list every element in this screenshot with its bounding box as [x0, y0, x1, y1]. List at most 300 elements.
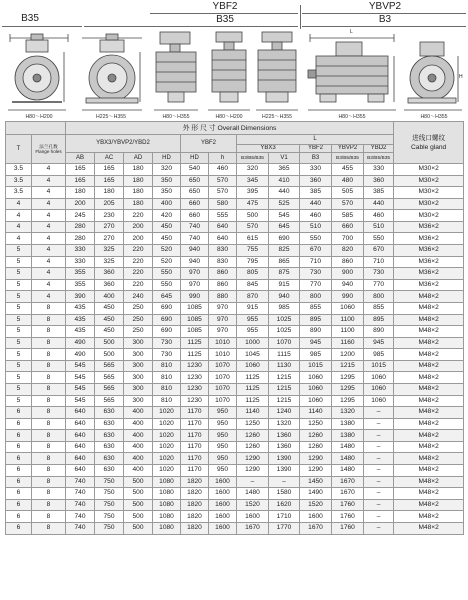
table-cell: 6	[6, 499, 32, 511]
table-cell: 360	[364, 175, 394, 187]
table-cell: 220	[124, 210, 153, 222]
table-cell: 1250	[237, 418, 269, 430]
table-cell: M48×2	[394, 360, 464, 372]
table-cell: 1670	[237, 522, 269, 534]
table-cell: 435	[66, 302, 95, 314]
table-row	[6, 233, 464, 245]
table-cell: 825	[269, 245, 300, 257]
table-cell: 1520	[237, 499, 269, 511]
table-cell: –	[237, 476, 269, 488]
table-cell: 1620	[269, 499, 300, 511]
table-cell: 450	[95, 314, 124, 326]
table-cell: 280	[66, 221, 95, 233]
table-cell: M30×2	[394, 187, 464, 199]
table-cell: 300	[124, 395, 153, 407]
table-cell: 545	[269, 210, 300, 222]
table-cell: 320	[237, 164, 269, 176]
table-cell: 435	[66, 326, 95, 338]
header-col-l-ybx3-b3b5b35: B3/B5/B35	[237, 153, 269, 164]
table-cell: 955	[237, 314, 269, 326]
table-cell: 6	[6, 511, 32, 523]
table-cell: 855	[300, 302, 332, 314]
table-row	[6, 256, 464, 268]
table-cell: 660	[181, 198, 209, 210]
table-cell: 1580	[269, 488, 300, 500]
table-cell: 8	[32, 488, 66, 500]
table-cell: M48×2	[394, 453, 464, 465]
table-cell: M36×2	[394, 233, 464, 245]
table-cell: 1820	[181, 511, 209, 523]
table-cell: 460	[364, 210, 394, 222]
table-cell: 6	[6, 430, 32, 442]
table-cell: 950	[209, 407, 237, 419]
table-cell: 1080	[153, 522, 181, 534]
table-cell: 730	[364, 268, 394, 280]
table-row	[6, 337, 464, 349]
table-cell: 1170	[181, 453, 209, 465]
table-cell: 1380	[332, 430, 364, 442]
table-cell: 400	[124, 430, 153, 442]
table-cell: 1820	[181, 522, 209, 534]
table-cell: 450	[95, 302, 124, 314]
header-flange-holes	[32, 135, 66, 164]
table-cell: 740	[66, 522, 95, 534]
table-row	[6, 164, 464, 176]
table-cell: 360	[95, 268, 124, 280]
table-cell: 950	[209, 465, 237, 477]
table-cell: 970	[209, 302, 237, 314]
table-cell: M48×2	[394, 326, 464, 338]
table-cell: M48×2	[394, 383, 464, 395]
table-cell: 895	[364, 314, 394, 326]
table-cell: M48×2	[394, 407, 464, 419]
table-cell: 8	[32, 326, 66, 338]
table-cell: 1045	[237, 349, 269, 361]
table-cell: 860	[209, 268, 237, 280]
table-cell: 1010	[209, 349, 237, 361]
table-cell: 165	[66, 175, 95, 187]
table-cell: 750	[95, 522, 124, 534]
table-cell: 875	[269, 268, 300, 280]
table-cell: 220	[124, 268, 153, 280]
table-cell: 4	[32, 291, 66, 303]
table-cell: 940	[181, 245, 209, 257]
table-cell: 5	[6, 360, 32, 372]
table-row	[6, 210, 464, 222]
table-cell: 8	[32, 465, 66, 477]
table-row	[6, 349, 464, 361]
table-cell: 1080	[153, 499, 181, 511]
table-cell: 550	[153, 268, 181, 280]
header-col-hd-ybf2: HD	[181, 153, 209, 164]
header-flange-cn: 法兰孔数	[39, 144, 58, 149]
table-cell: 545	[66, 372, 95, 384]
table-cell: 8	[32, 360, 66, 372]
table-cell: M48×2	[394, 395, 464, 407]
table-cell: M48×2	[394, 522, 464, 534]
table-cell: 180	[124, 175, 153, 187]
table-cell: M48×2	[394, 418, 464, 430]
table-cell: 5	[6, 314, 32, 326]
table-cell: 420	[153, 210, 181, 222]
table-cell: 320	[153, 164, 181, 176]
table-cell: 1000	[237, 337, 269, 349]
table-cell: 330	[364, 164, 394, 176]
table-cell: 555	[209, 210, 237, 222]
table-cell: 570	[209, 187, 237, 199]
table-cell: 945	[300, 337, 332, 349]
table-row	[6, 175, 464, 187]
table-cell: 1520	[300, 499, 332, 511]
table-cell: 490	[66, 349, 95, 361]
table-cell: 8	[32, 383, 66, 395]
table-cell: 630	[95, 453, 124, 465]
table-cell: 520	[153, 256, 181, 268]
table-cell: 800	[300, 291, 332, 303]
header-col-l-ybvp2-b3b5b35: B3/B5/B35	[332, 153, 364, 164]
table-cell: 1480	[332, 465, 364, 477]
table-cell: 480	[332, 175, 364, 187]
header-col-ad: AD	[124, 153, 153, 164]
table-cell: 1260	[237, 441, 269, 453]
table-cell: 520	[153, 245, 181, 257]
table-row	[6, 453, 464, 465]
table-cell: 4	[32, 256, 66, 268]
table-cell: 410	[269, 175, 300, 187]
table-cell: M48×2	[394, 291, 464, 303]
table-cell: 1240	[269, 407, 300, 419]
table-cell: M30×2	[394, 175, 464, 187]
table-cell: 345	[237, 175, 269, 187]
header-t: T	[6, 135, 32, 164]
table-cell: 1600	[209, 499, 237, 511]
table-cell: 1820	[181, 488, 209, 500]
table-cell: 1200	[332, 349, 364, 361]
table-cell: 950	[209, 453, 237, 465]
table-cell: 640	[66, 453, 95, 465]
table-cell: 640	[66, 407, 95, 419]
table-cell: 5	[6, 349, 32, 361]
table-cell: 1060	[300, 372, 332, 384]
table-cell: 1100	[332, 326, 364, 338]
header-group-ybf2: YBF2	[181, 135, 237, 153]
table-cell: 630	[95, 407, 124, 419]
table-cell: M36×2	[394, 279, 464, 291]
table-cell: 3.5	[6, 164, 32, 176]
table-cell: 6	[6, 465, 32, 477]
table-cell: 1600	[209, 488, 237, 500]
table-cell: 1085	[181, 314, 209, 326]
table-cell: 220	[124, 245, 153, 257]
table-cell: 1760	[332, 499, 364, 511]
table-cell: M30×2	[394, 198, 464, 210]
table-cell: 355	[66, 268, 95, 280]
table-row	[6, 418, 464, 430]
table-cell: 355	[66, 279, 95, 291]
table-cell: 1600	[300, 511, 332, 523]
table-cell: 1140	[300, 407, 332, 419]
table-row	[6, 187, 464, 199]
header-rule-center	[84, 26, 298, 27]
table-cell: 1480	[332, 453, 364, 465]
header-sub-ybf2: YBF2	[300, 145, 332, 153]
table-cell: 4	[32, 175, 66, 187]
table-cell: 570	[237, 221, 269, 233]
header-b35-center: B35	[216, 14, 234, 25]
drawing-caption-2: H225～H355	[96, 114, 126, 120]
table-cell: 990	[181, 291, 209, 303]
table-cell: 1710	[269, 511, 300, 523]
table-cell: 180	[66, 187, 95, 199]
table-cell: 500	[124, 511, 153, 523]
table-cell: 1070	[209, 383, 237, 395]
table-cell: 1170	[181, 441, 209, 453]
table-cell: 985	[300, 349, 332, 361]
table-cell: 1360	[269, 441, 300, 453]
table-cell: 1025	[269, 314, 300, 326]
table-cell: 1125	[181, 349, 209, 361]
table-cell: 400	[124, 453, 153, 465]
table-cell: 1070	[209, 372, 237, 384]
table-cell: 460	[300, 210, 332, 222]
table-cell: –	[364, 511, 394, 523]
header-col-ac: AC	[95, 153, 124, 164]
table-cell: 945	[364, 337, 394, 349]
header-b35-left: B35	[21, 13, 39, 24]
table-cell: 710	[300, 256, 332, 268]
header-band	[0, 0, 468, 30]
table-row	[6, 430, 464, 442]
table-cell: 690	[153, 302, 181, 314]
drawing-caption-7: H80～H355	[420, 114, 448, 120]
table-cell: 8	[32, 499, 66, 511]
table-cell: 1230	[181, 372, 209, 384]
table-cell: 245	[66, 210, 95, 222]
table-cell: 500	[237, 210, 269, 222]
table-cell: 8	[32, 430, 66, 442]
table-cell: 4	[32, 187, 66, 199]
table-cell: 1760	[332, 522, 364, 534]
table-cell: 670	[300, 245, 332, 257]
table-cell: 1100	[332, 314, 364, 326]
dimension-table-body	[6, 164, 464, 535]
table-cell: 230	[95, 210, 124, 222]
table-cell: 1125	[237, 383, 269, 395]
table-cell: 550	[300, 233, 332, 245]
table-cell: 845	[237, 279, 269, 291]
header-ybf2: YBF2	[212, 1, 238, 12]
table-cell: 585	[332, 210, 364, 222]
table-cell: 400	[124, 465, 153, 477]
table-cell: 250	[124, 314, 153, 326]
header-blank	[6, 122, 66, 135]
table-cell: 1230	[181, 383, 209, 395]
table-row	[6, 198, 464, 210]
table-cell: 1130	[269, 360, 300, 372]
table-cell: 1230	[181, 360, 209, 372]
table-cell: 950	[209, 441, 237, 453]
table-row	[6, 441, 464, 453]
table-cell: 630	[95, 430, 124, 442]
table-cell: 505	[332, 187, 364, 199]
table-cell: 5	[6, 383, 32, 395]
table-cell: 985	[364, 349, 394, 361]
table-cell: 1060	[332, 302, 364, 314]
table-cell: 5	[6, 372, 32, 384]
table-cell: 1060	[237, 360, 269, 372]
table-cell: 1125	[237, 395, 269, 407]
table-cell: 1450	[300, 476, 332, 488]
table-cell: 740	[66, 476, 95, 488]
table-cell: 1295	[332, 372, 364, 384]
table-cell: 1490	[300, 488, 332, 500]
table-cell: 5	[6, 395, 32, 407]
table-cell: M36×2	[394, 256, 464, 268]
header-sub-ybvp2: YBVP2	[332, 145, 364, 153]
header-b3: B3	[378, 14, 392, 25]
table-cell: 4	[32, 221, 66, 233]
table-cell: 550	[364, 233, 394, 245]
table-cell: 1070	[209, 395, 237, 407]
table-cell: 4	[6, 233, 32, 245]
table-cell: 1015	[364, 360, 394, 372]
table-cell: 200	[66, 198, 95, 210]
table-cell: M36×2	[394, 245, 464, 257]
table-cell: 630	[95, 418, 124, 430]
table-cell: 395	[237, 187, 269, 199]
table-cell: 200	[124, 221, 153, 233]
table-cell: 5	[6, 337, 32, 349]
table-cell: 970	[209, 314, 237, 326]
table-cell: 6	[6, 407, 32, 419]
table-cell: 390	[66, 291, 95, 303]
table-cell: 250	[124, 302, 153, 314]
table-cell: M30×2	[394, 210, 464, 222]
table-cell: 740	[66, 499, 95, 511]
table-cell: 510	[364, 221, 394, 233]
drawing-letter-h: H	[459, 74, 463, 80]
drawing-caption-4: H80～H200	[215, 114, 243, 120]
table-cell: M48×2	[394, 430, 464, 442]
table-cell: 8	[32, 511, 66, 523]
table-cell: 165	[95, 164, 124, 176]
table-cell: 500	[124, 522, 153, 534]
table-cell: 500	[95, 337, 124, 349]
header-flange-en: Flange holes	[35, 149, 62, 154]
table-row	[6, 488, 464, 500]
table-row	[6, 279, 464, 291]
table-cell: 3.5	[6, 175, 32, 187]
table-cell: 300	[124, 383, 153, 395]
table-cell: 615	[237, 233, 269, 245]
motor-drawing-1	[4, 28, 74, 114]
table-cell: 4	[32, 210, 66, 222]
table-cell: 450	[153, 233, 181, 245]
drawing-caption-5: H225～H355	[262, 114, 292, 120]
table-cell: 325	[95, 245, 124, 257]
table-cell: 280	[66, 233, 95, 245]
table-cell: 1820	[181, 499, 209, 511]
table-cell: 385	[364, 187, 394, 199]
drawing-caption-6: H80～H355	[338, 114, 366, 120]
table-cell: 475	[237, 198, 269, 210]
table-row	[6, 314, 464, 326]
table-cell: 750	[95, 499, 124, 511]
table-cell: 180	[124, 198, 153, 210]
header-col-l-ybx3-v1: V1	[269, 153, 300, 164]
table-cell: 460	[209, 164, 237, 176]
table-row	[6, 476, 464, 488]
table-cell: 8	[32, 372, 66, 384]
table-cell: 1085	[181, 302, 209, 314]
table-cell: 5	[6, 256, 32, 268]
table-cell: 1020	[153, 407, 181, 419]
table-cell: –	[364, 407, 394, 419]
table-cell: 1060	[300, 383, 332, 395]
table-cell: 1260	[237, 430, 269, 442]
table-cell: 650	[181, 187, 209, 199]
table-cell: 970	[181, 279, 209, 291]
table-cell: 630	[95, 441, 124, 453]
table-cell: 4	[32, 233, 66, 245]
table-cell: 270	[95, 221, 124, 233]
table-row	[6, 302, 464, 314]
header-sub-ybx3: YBX3	[237, 145, 300, 153]
table-cell: 1170	[181, 418, 209, 430]
table-cell: 770	[300, 279, 332, 291]
table-cell: 3.5	[6, 187, 32, 199]
table-cell: 240	[124, 291, 153, 303]
table-row	[6, 326, 464, 338]
table-cell: –	[364, 441, 394, 453]
table-cell: –	[364, 488, 394, 500]
header-col-h: h	[209, 153, 237, 164]
table-cell: 1295	[332, 395, 364, 407]
table-cell: 1160	[332, 337, 364, 349]
table-cell: 690	[269, 233, 300, 245]
table-cell: 455	[332, 164, 364, 176]
table-cell: 1215	[269, 383, 300, 395]
drawing-letter-l: L	[350, 29, 353, 35]
table-row	[6, 522, 464, 534]
table-row	[6, 499, 464, 511]
table-row	[6, 360, 464, 372]
motor-drawing-6	[306, 28, 398, 114]
table-cell: 820	[332, 245, 364, 257]
table-cell: 325	[95, 256, 124, 268]
table-cell: M48×2	[394, 465, 464, 477]
table-row	[6, 245, 464, 257]
table-cell: 1020	[153, 453, 181, 465]
table-cell: 645	[269, 221, 300, 233]
table-cell: 565	[95, 360, 124, 372]
table-cell: 400	[124, 407, 153, 419]
table-cell: 710	[364, 256, 394, 268]
table-cell: 640	[209, 221, 237, 233]
table-cell: M36×2	[394, 268, 464, 280]
table-cell: 200	[124, 233, 153, 245]
table-row	[6, 383, 464, 395]
table-cell: 5	[6, 279, 32, 291]
table-cell: 1290	[300, 453, 332, 465]
header-col-ab: AB	[66, 153, 95, 164]
table-cell: 400	[153, 198, 181, 210]
table-cell: 660	[332, 221, 364, 233]
table-cell: 1260	[300, 430, 332, 442]
table-cell: 180	[124, 187, 153, 199]
table-cell: 5	[6, 291, 32, 303]
table-cell: 1070	[209, 360, 237, 372]
